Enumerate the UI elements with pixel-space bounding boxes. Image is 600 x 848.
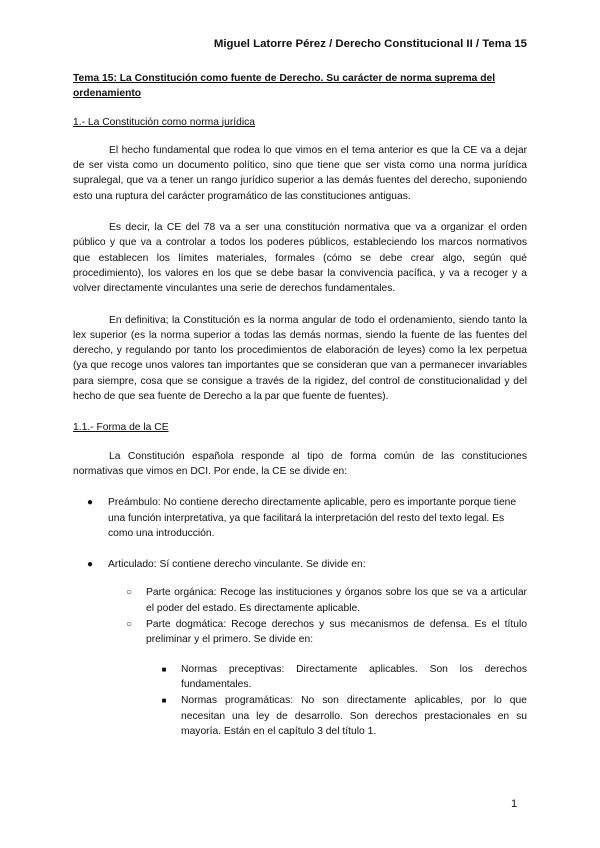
structure-list [73, 495, 527, 739]
list-item-preambulo [73, 495, 527, 541]
list-item-text: Parte dogmática: Recoge derechos y sus mecanismos de defensa. Es el título preliminar y el primero. Se divide en: [146, 619, 527, 646]
list-item-parte-dogmatica [73, 617, 527, 648]
page-header: Miguel Latorre Pérez / Derecho Constitucional II / Tema 15 [213, 38, 527, 50]
list-item-text: Normas programáticas: No son directamente aplicables, por lo que necesitan una ley de desarrollo. Son derechos prestacionales en su mayoría. Están en el capítulo 3 del título 1. [181, 695, 527, 737]
hollow-circle-bullet-icon: ○ [125, 587, 133, 599]
list-item-parte-organica [73, 585, 527, 616]
list-item-text: Parte orgánica: Recoge las instituciones y órganos sobre los que se va a articular el poder del estado. Es directamente aplicable. [146, 587, 527, 614]
filled-circle-bullet-icon: ● [86, 559, 94, 571]
document-body [73, 71, 527, 740]
paragraph-2: Es decir, la CE del 78 va a ser una constitución normativa que va a organizar el orden público y que va a controlar a todos los poderes públicos, estableciendo los marcos normativos que establecen los límites materiales, formales (cómo se debe crear algo, según qué procedimiento), los valores en los que se debe basar la convivencia pacífica, y va a recoger y a volver directamente vinculantes una serie de derechos fundamentales. [73, 222, 527, 295]
hollow-circle-bullet-icon: ○ [125, 619, 133, 631]
list-item-text: Normas preceptivas: Directamente aplicables. Son los derechos fundamentales. [181, 663, 527, 690]
page-number: 1 [511, 798, 518, 810]
list-item-normas-programaticas [73, 693, 527, 739]
list-item-text: Articulado: Sí contiene derecho vinculante. Se divide en: [108, 559, 366, 571]
list-item-articulado [73, 557, 527, 572]
list-spacer [73, 649, 527, 662]
paragraph-intro: La Constitución española responde al tipo de forma común de las constituciones normativas que vimos en DCI. Por ende, la CE se divide en: [73, 450, 527, 477]
section-heading-1: 1.- La Constitución como norma jurídica [73, 116, 255, 128]
section-heading-1-1: 1.1.- Forma de la CE [73, 422, 169, 434]
filled-circle-bullet-icon: ● [86, 497, 94, 509]
paragraph-1: El hecho fundamental que rodea lo que vimos en el tema anterior es que la CE va a dejar de ser vista como un documento político, sino que tiene que ser vista como una norma jurídica supralegal, que va a tener un rango jurídico superior a las demás fuentes del derecho, suponiendo esto una ruptura del carácter programático de las constituciones antiguas. [73, 144, 527, 202]
paragraph-3: En definitiva; la Constitución es la norma angular de todo el ordenamiento, siendo tanto la lex superior (es la norma superior a todas las demás normas, siendo la fuente de las fuentes del derecho, y regulando por tanto los procedimientos de elaboración de leyes) como la lex perpetua (ya que recoge unos valores tan importantes que se consideran que van a permanecer invariables para siempre, cosa que se consigue a través de la rigidez, del control de constitucionalidad y del hecho de que sea fuente de Derecho a la par que fuente de fuentes). [73, 314, 527, 403]
list-item-normas-preceptivas [73, 662, 527, 693]
document-title: Tema 15: La Constitución como fuente de Derecho. Su carácter de norma suprema del ordenamiento [73, 73, 496, 100]
square-bullet-icon: ■ [161, 664, 167, 674]
list-item-text: Preámbulo: No contiene derecho directamente aplicable, pero es importante porque tiene una función interpretativa, ya que facilitará la interpretación del resto del texto legal. Es como una introducción. [108, 497, 517, 539]
square-bullet-icon: ■ [161, 696, 167, 706]
